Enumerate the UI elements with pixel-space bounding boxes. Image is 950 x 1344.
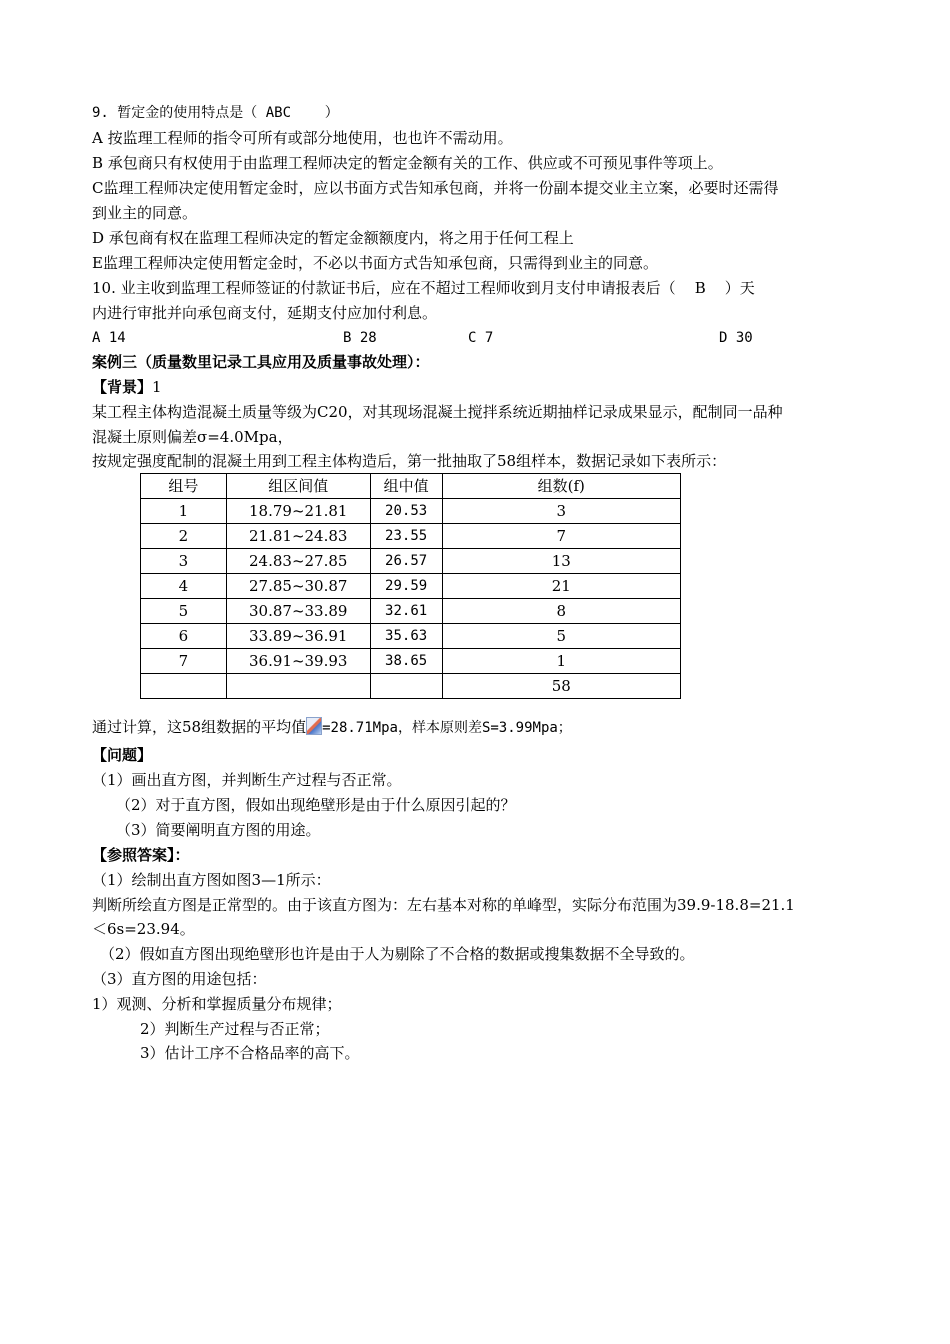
table-cell: 7 (141, 649, 227, 674)
case3-heading: 案例三（质量数里记录工具应用及质量事故处理）： (92, 353, 430, 371)
table-row (141, 524, 681, 549)
q9-option-c-line2: 到业主的同意。 (92, 204, 198, 222)
answer-1-line2: 判断所绘直方图是正常型的。由于该直方图为：左右基本对称的单峰型，实际分布范围为39.9-18.8=21.1 (92, 896, 795, 914)
question-1: （1）画出直方图，并判断生产过程与否正常。 (92, 771, 402, 789)
q9-option-a: A 按监理工程师的指令可所有或部分地使用，也也许不需动用。 (92, 129, 513, 147)
q10-option-b: B 28 (343, 330, 377, 346)
table-cell: 27.85~30.87 (226, 574, 370, 599)
table-cell: 4 (141, 574, 227, 599)
q9-option-d: D 承包商有权在监理工程师决定的暂定金额额度内，将之用于任何工程上 (92, 229, 574, 247)
answer-1-line3: ＜6s=23.94。 (92, 920, 195, 938)
background-label: 【背景】 (92, 378, 153, 396)
table-cell (141, 674, 227, 699)
table-header-row (141, 474, 681, 499)
table-cell: 26.57 (370, 549, 442, 574)
table-cell: 58 (442, 674, 680, 699)
answers-label: 【参照答案】： (92, 846, 190, 864)
background-line3: 按规定强度配制的混凝土用到工程主体构造后，第一批抽取了58组样本，数据记录如下表所示： (92, 452, 727, 470)
background-line1: 某工程主体构造混凝土质量等级为C20，对其现场混凝土搅拌系统近期抽样记录成果显示，配制同一品种 (92, 403, 783, 421)
formula-image-icon (306, 717, 322, 735)
table-cell: 23.55 (370, 524, 442, 549)
table-cell: 32.61 (370, 599, 442, 624)
use-3: 3）估计工序不合格品率的高下。 (140, 1044, 360, 1062)
q9-option-b: B 承包商只有权使用于由监理工程师决定的暂定金额有关的工作、供应或不可预见事件等项上。 (92, 154, 723, 172)
table-cell: 36.91~39.93 (226, 649, 370, 674)
table-cell: 5 (141, 599, 227, 624)
q10-option-a: A 14 (92, 330, 126, 346)
header-cell: 组中值 (370, 474, 442, 499)
questions-label: 【问题】 (92, 746, 153, 764)
table-row (141, 499, 681, 524)
table-cell: 1 (442, 649, 680, 674)
table-cell: 13 (442, 549, 680, 574)
table-cell: 2 (141, 524, 227, 549)
calc-line (92, 717, 572, 738)
table-cell: 38.65 (370, 649, 442, 674)
table-row (141, 549, 681, 574)
q9-option-c-line1: C监理工程师决定使用暂定金时，应以书面方式告知承包商，并将一份副本提交业主立案，必要时还需得 (92, 179, 779, 197)
table-row (141, 574, 681, 599)
question-3: （3）简要阐明直方图的用途。 (116, 821, 321, 839)
calc-pre: 通过计算，这58组数据的平均值 (92, 718, 307, 736)
q9-option-e: E监理工程师决定使用暂定金时，不必以书面方式告知承包商，只需得到业主的同意。 (92, 254, 658, 272)
answer-2: （2）假如直方图出现绝壁形也许是由于人为剔除了不合格的数据或搜集数据不全导致的。 (100, 945, 695, 963)
table-cell (370, 674, 442, 699)
use-2: 2）判断生产过程与否正常； (140, 1020, 330, 1038)
answer-1: （1）绘制出直方图如图3—1所示： (92, 871, 331, 889)
table-row (141, 624, 681, 649)
table-cell: 18.79~21.81 (226, 499, 370, 524)
table-cell: 29.59 (370, 574, 442, 599)
table-cell: 3 (141, 549, 227, 574)
table-cell (226, 674, 370, 699)
table-cell: 7 (442, 524, 680, 549)
header-cell: 组数(f) (442, 474, 680, 499)
sample-data-table (140, 473, 681, 699)
question-2: （2）对于直方图，假如出现绝壁形是由于什么原因引起的？ (116, 796, 516, 814)
table-cell: 6 (141, 624, 227, 649)
table-cell: 1 (141, 499, 227, 524)
use-1: 1）观测、分析和掌握质量分布规律； (92, 995, 342, 1013)
table-cell: 30.87~33.89 (226, 599, 370, 624)
table-cell: 24.83~27.85 (226, 549, 370, 574)
q9-title: 9. 暂定金的使用特点是（ ABC ） (92, 105, 339, 121)
q10-line1: 10. 业主收到监理工程师签证的付款证书后，应在不超过工程师收到月支付申请报表后（ B ）天 (92, 279, 755, 297)
background-label-line (92, 377, 162, 397)
table-cell: 5 (442, 624, 680, 649)
table-cell: 3 (442, 499, 680, 524)
table-row (141, 599, 681, 624)
table-cell: 20.53 (370, 499, 442, 524)
table-row (141, 649, 681, 674)
q10-option-d: D 30 (719, 330, 753, 346)
header-cell: 组区间值 (226, 474, 370, 499)
table-cell: 8 (442, 599, 680, 624)
table-cell: 21.81~24.83 (226, 524, 370, 549)
table-cell: 21 (442, 574, 680, 599)
table-cell: 35.63 (370, 624, 442, 649)
table-total-row (141, 674, 681, 699)
q10-option-c: C 7 (468, 330, 494, 346)
answer-3: （3）直方图的用途包括： (92, 970, 267, 988)
calc-post: =28.71Mpa，样本原则差S=3.99Mpa； (322, 720, 572, 736)
background-line2: 混凝土原则偏差σ=4.0Mpa， (92, 428, 293, 446)
background-number: 1 (152, 378, 162, 396)
table-cell: 33.89~36.91 (226, 624, 370, 649)
header-cell: 组号 (141, 474, 227, 499)
q10-line2: 内进行审批并向承包商支付，延期支付应加付利息。 (92, 304, 438, 322)
